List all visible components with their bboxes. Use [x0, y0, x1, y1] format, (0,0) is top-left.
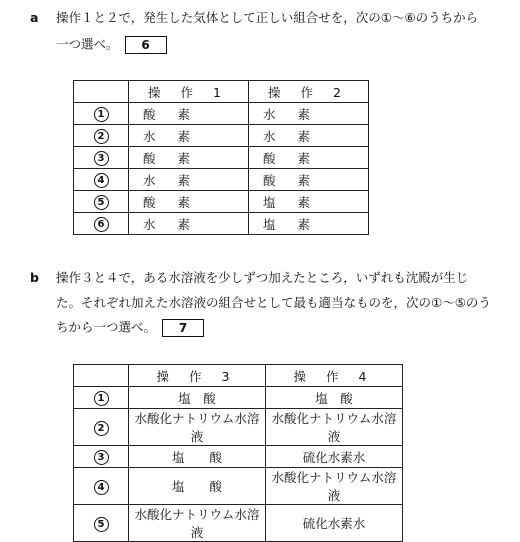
table2-header-blank [74, 365, 129, 387]
choice-number: 4 [94, 480, 109, 495]
table-row [74, 213, 369, 235]
question-a-line1 [30, 10, 478, 26]
table-cell: 塩 酸 [266, 387, 403, 409]
table-cell: 水酸化ナトリウム水溶液 [129, 505, 266, 542]
table-cell: 水素 [249, 103, 369, 125]
table-row [74, 446, 403, 468]
table-row [74, 125, 369, 147]
choice-number: 5 [94, 517, 109, 532]
table-row [74, 103, 369, 125]
question-b-line3 [56, 319, 204, 337]
table-cell: 水素 [129, 125, 249, 147]
table1-header-blank [74, 81, 129, 103]
table-cell: 塩 酸 [129, 468, 266, 505]
table-cell: 塩素 [249, 213, 369, 235]
table-cell: 酸素 [129, 191, 249, 213]
table1-header-op2: 操 作 2 [249, 81, 369, 103]
table-cell: 硫化水素水 [266, 446, 403, 468]
choice-number: 5 [94, 195, 109, 210]
question-a-text-1: 操作１と２で，発生した気体として正しい組合せを，次の①～⑥のうちから [56, 10, 479, 25]
question-b-text-3: ちから一つ選べ。 [56, 319, 157, 335]
choice-number: 2 [94, 129, 109, 144]
table-cell: 塩 酸 [129, 446, 266, 468]
question-b-text-2: た。それぞれ加えた水溶液の組合せとして最も適当なものを，次の①～⑤のう [56, 295, 491, 310]
table-cell: 水酸化ナトリウム水溶液 [266, 468, 403, 505]
table-row [74, 387, 403, 409]
table-cell: 水素 [129, 213, 249, 235]
table-cell: 水酸化ナトリウム水溶液 [129, 409, 266, 446]
question-a-mark: a [30, 10, 39, 25]
table1-header-op1: 操 作 1 [129, 81, 249, 103]
question-a-line2 [56, 36, 167, 54]
table-cell: 塩 酸 [129, 387, 266, 409]
table-cell: 酸素 [249, 147, 369, 169]
table-row [74, 191, 369, 213]
table-cell: 塩素 [249, 191, 369, 213]
choice-number: 2 [94, 421, 109, 436]
table-cell: 酸素 [249, 169, 369, 191]
choice-number: 3 [94, 151, 109, 166]
table-row [74, 505, 403, 542]
table2-header-row [74, 365, 403, 387]
table-cell: 酸素 [129, 147, 249, 169]
question-b-mark: b [30, 270, 39, 285]
question-b-line2 [56, 295, 491, 311]
answer-box-7: 7 [162, 319, 204, 337]
table-row [74, 468, 403, 505]
table-cell: 酸素 [129, 103, 249, 125]
answer-box-6: 6 [125, 36, 167, 54]
question-b-text-1: 操作３と４で，ある水溶液を少しずつ加えたところ，いずれも沈殿が生じ [56, 270, 469, 285]
table-row [74, 147, 369, 169]
choice-number: 1 [94, 107, 109, 122]
choice-number: 1 [94, 391, 109, 406]
table-operations-3-4 [73, 364, 403, 542]
table-row [74, 409, 403, 446]
choice-number: 3 [94, 450, 109, 465]
table-operations-1-2 [73, 80, 369, 235]
choice-number: 4 [94, 173, 109, 188]
table2-header-op4: 操 作 4 [266, 365, 403, 387]
table-cell: 水素 [129, 169, 249, 191]
table-cell: 硫化水素水 [266, 505, 403, 542]
question-b-line1 [30, 270, 468, 286]
table2-header-op3: 操 作 3 [129, 365, 266, 387]
table-cell: 水素 [249, 125, 369, 147]
table-row [74, 169, 369, 191]
table1-header-row [74, 81, 369, 103]
choice-number: 6 [94, 217, 109, 232]
table-cell: 水酸化ナトリウム水溶液 [266, 409, 403, 446]
question-a-text-2: 一つ選べ。 [56, 36, 119, 52]
